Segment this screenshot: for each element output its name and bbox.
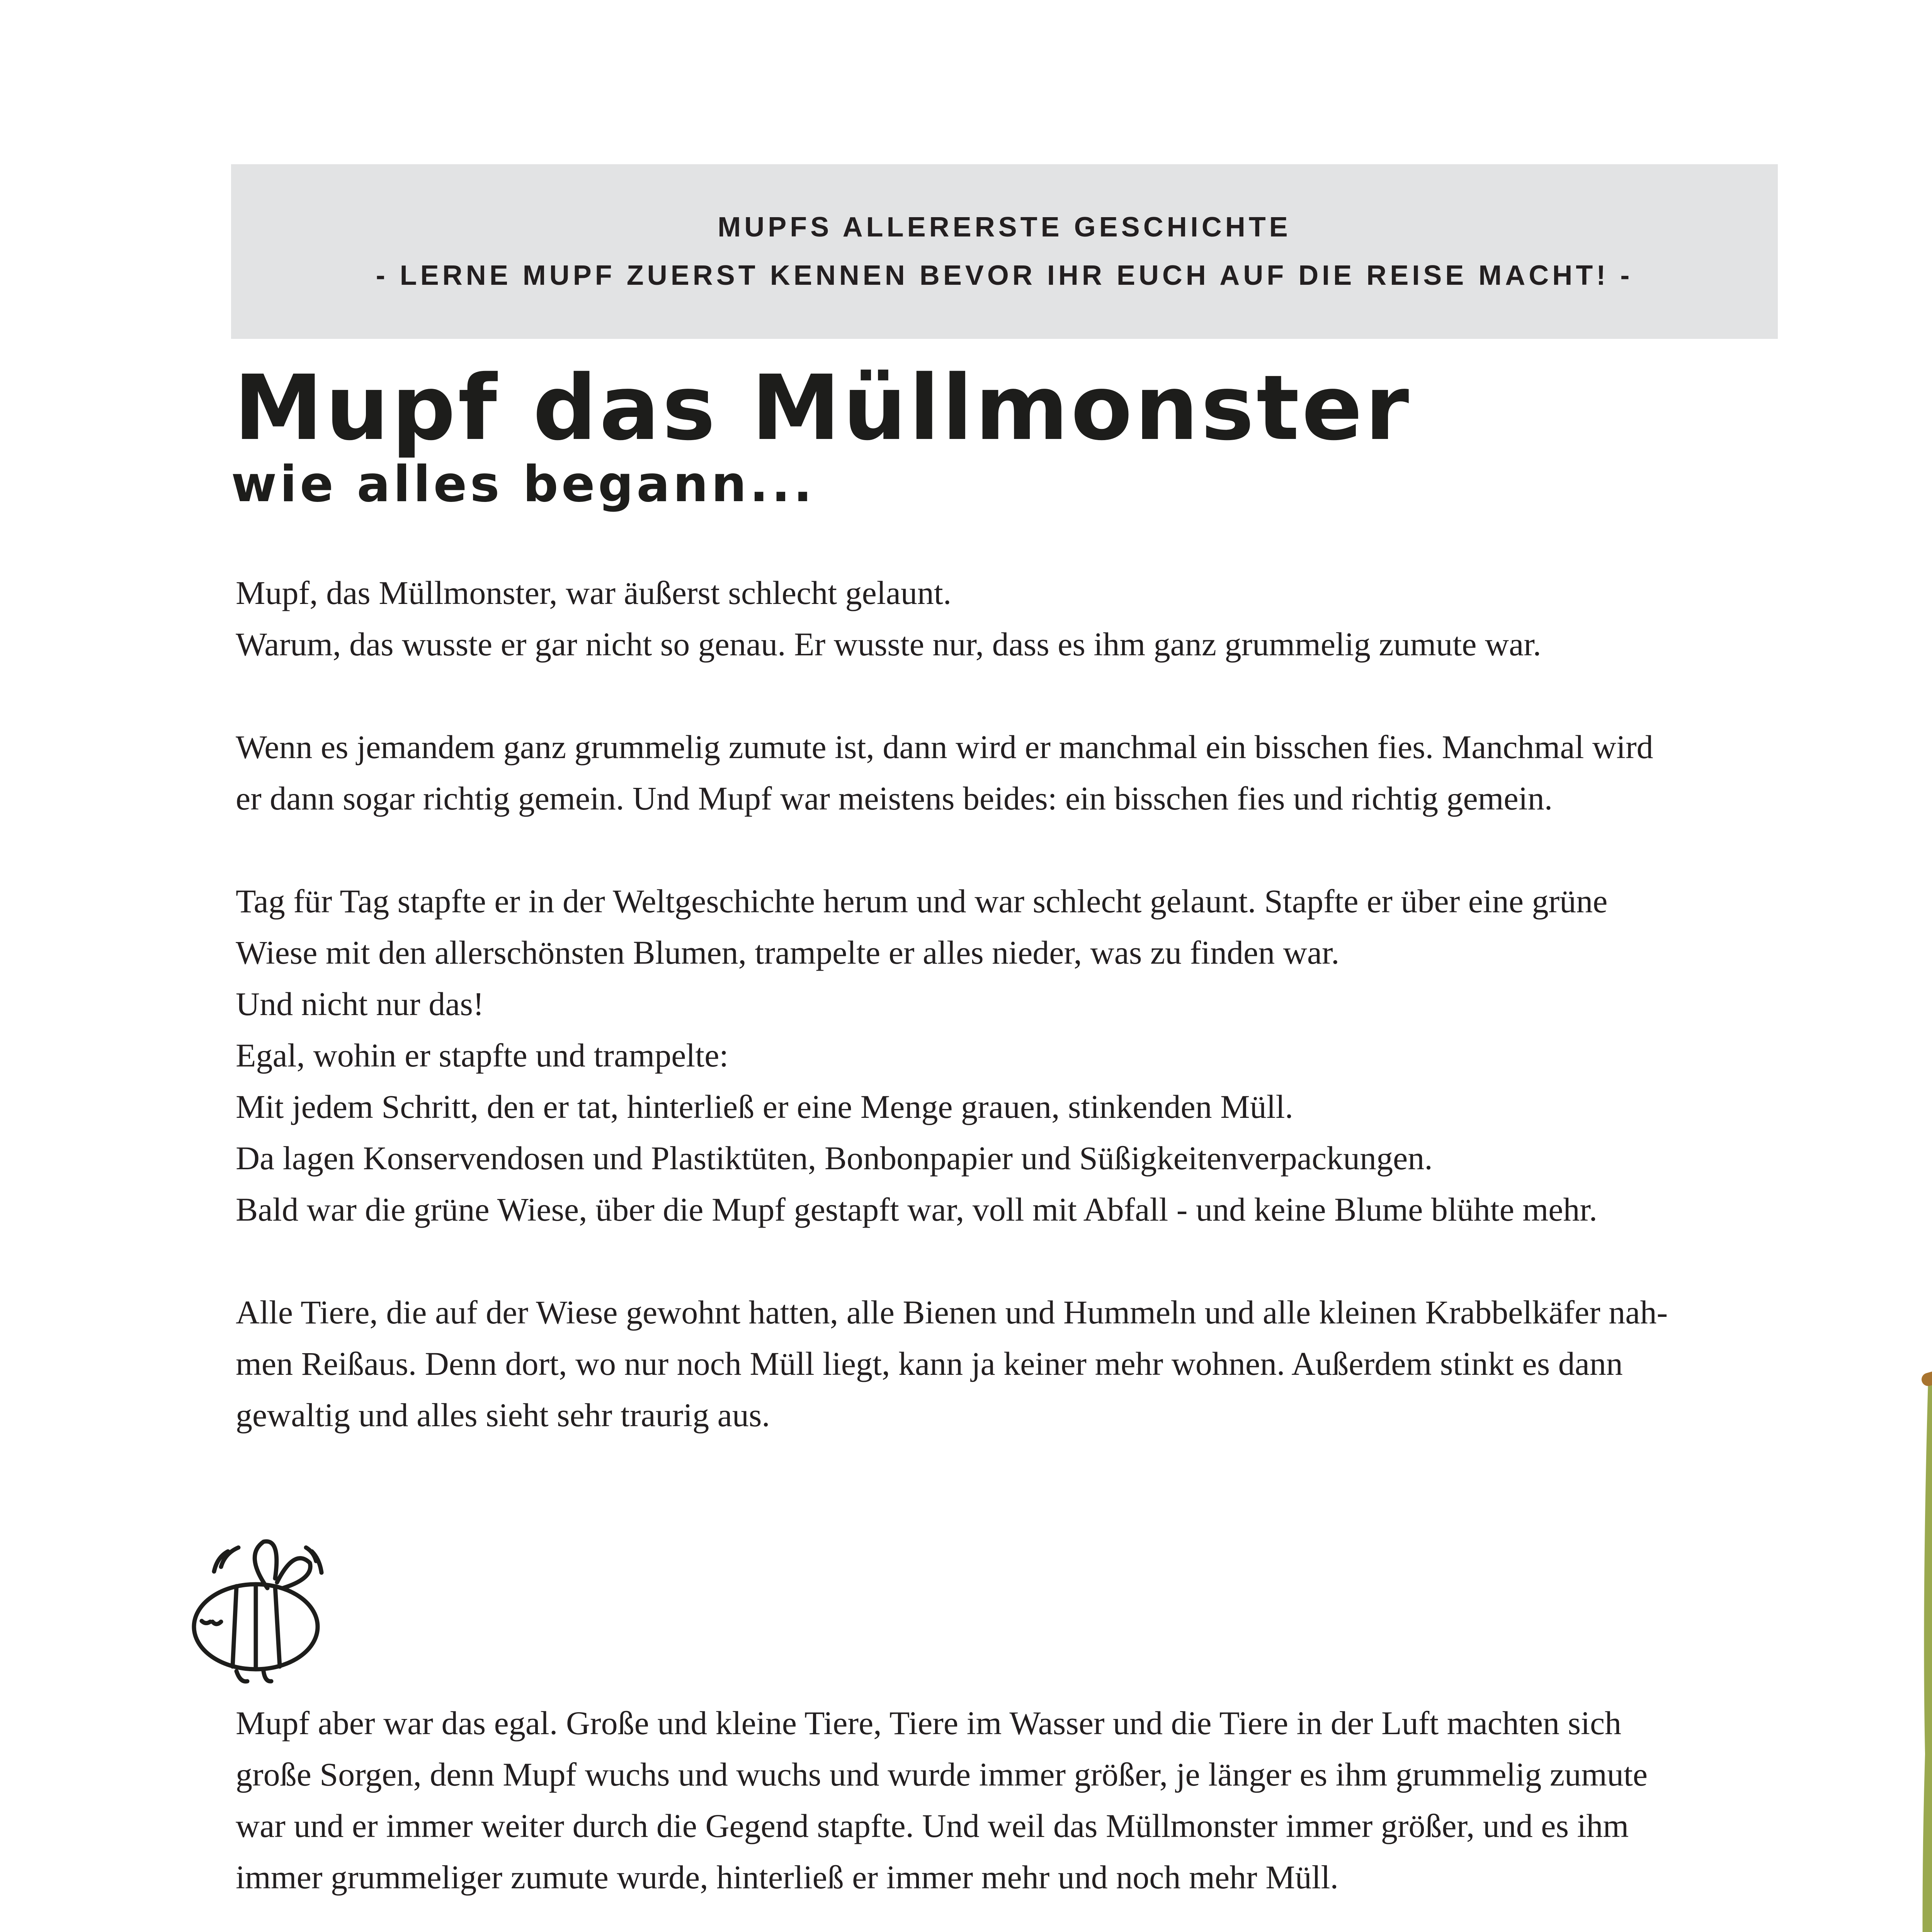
paragraph	[236, 1697, 1797, 1903]
paragraph	[236, 876, 1797, 1235]
bee-icon	[179, 1520, 325, 1690]
text-line: große Sorgen, denn Mupf wuchs und wuchs und wurde immer größer, je länger es ihm grummelig zumute	[236, 1756, 1648, 1793]
page-subtitle: wie alles begann...	[231, 456, 815, 513]
header-line-2: - LERNE MUPF ZUERST KENNEN BEVOR IHR EUCH AUF DIE REISE MACHT! -	[376, 260, 1633, 291]
text-line: Bald war die grüne Wiese, über die Mupf gestapft war, voll mit Abfall - und keine Blume blühte mehr.	[236, 1191, 1597, 1228]
text-line: Alle Tiere, die auf der Wiese gewohnt hatten, alle Bienen und Hummeln und alle kleinen Krabbelkäfer nah-	[236, 1294, 1668, 1331]
paragraph	[236, 1287, 1797, 1441]
header-box	[231, 164, 1778, 339]
text-line: Da lagen Konservendosen und Plastiktüten, Bonbonpapier und Süßigkeitenverpackungen.	[236, 1139, 1433, 1177]
paragraph	[236, 567, 1797, 670]
story-section-2	[236, 1697, 1797, 1932]
text-line: gewaltig und alles sieht sehr traurig aus.	[236, 1396, 770, 1434]
monster-edge-illustration	[1920, 1368, 1932, 1932]
paragraph	[236, 721, 1797, 824]
text-line: Wiese mit den allerschönsten Blumen, trampelte er alles nieder, was zu finden war.	[236, 934, 1340, 971]
text-line: Mupf aber war das egal. Große und kleine Tiere, Tiere im Wasser und die Tiere in der Luft machten sich	[236, 1704, 1622, 1742]
text-line: Mupf, das Müllmonster, war äußerst schlecht gelaunt.	[236, 574, 952, 611]
text-line: immer grummeliger zumute wurde, hinterließ er immer mehr und noch mehr Müll.	[236, 1859, 1338, 1896]
story-section-1	[236, 567, 1797, 1441]
text-line: er dann sogar richtig gemein. Und Mupf war meistens beides: ein bisschen fies und richtig gemein.	[236, 780, 1553, 817]
text-line: Warum, das wusste er gar nicht so genau. Er wusste nur, dass es ihm ganz grummelig zumute war.	[236, 626, 1541, 663]
text-line: war und er immer weiter durch die Gegend stapfte. Und weil das Müllmonster immer größer, und es ihm	[236, 1807, 1629, 1844]
text-line: men Reißaus. Denn dort, wo nur noch Müll liegt, kann ja keiner mehr wohnen. Außerdem stinkt es dann	[236, 1345, 1623, 1382]
page-title: Mupf das Müllmonster	[234, 356, 1412, 460]
text-line: Und nicht nur das!	[236, 985, 484, 1022]
text-line: Wenn es jemandem ganz grummelig zumute ist, dann wird er manchmal ein bisschen fies. Manchmal wird	[236, 728, 1653, 765]
text-line: Mit jedem Schritt, den er tat, hinterließ er eine Menge grauen, stinkenden Müll.	[236, 1088, 1293, 1125]
text-line: Egal, wohin er stapfte und trampelte:	[236, 1037, 729, 1074]
text-line: Tag für Tag stapfte er in der Weltgeschichte herum und war schlecht gelaunt. Stapfte er über eine grüne	[236, 883, 1608, 920]
header-line-1: MUPFS ALLERERSTE GESCHICHTE	[718, 212, 1291, 243]
